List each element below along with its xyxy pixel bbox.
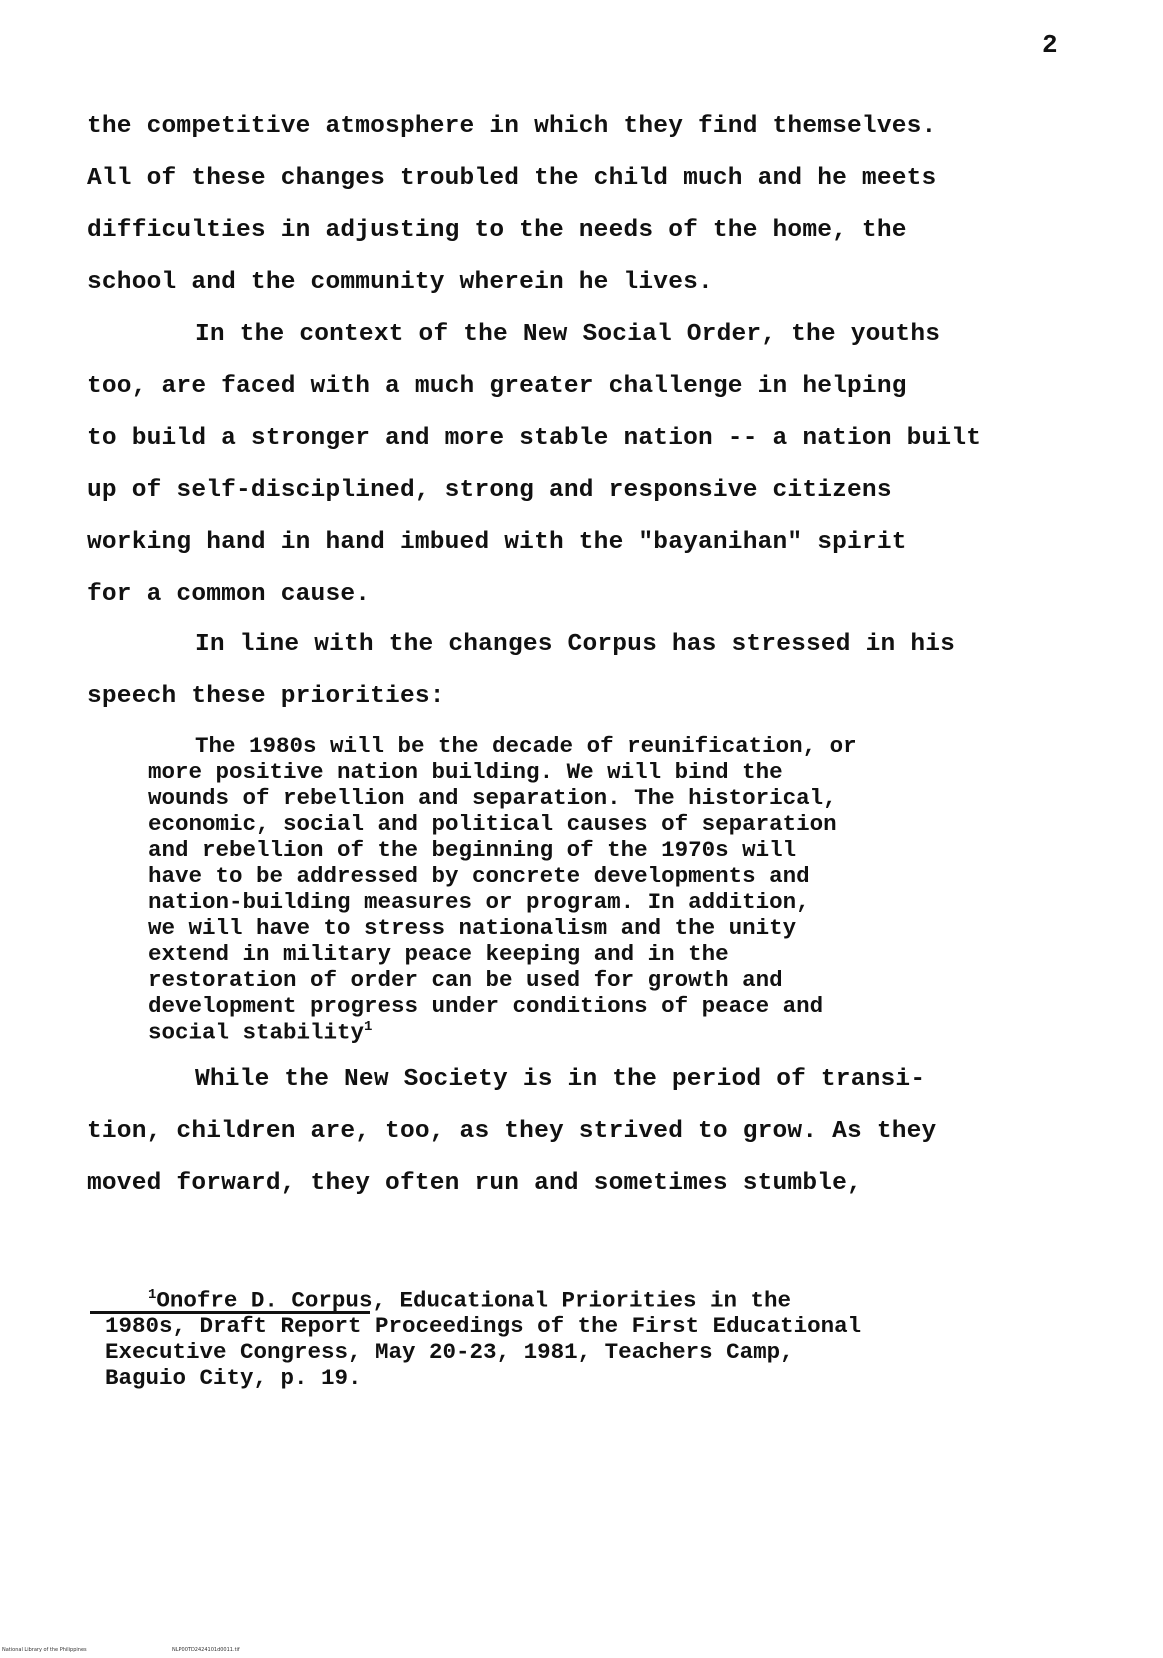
body-line: school and the community wherein he lives. [87,269,713,296]
scan-imprint-right: NLP00TD2424101d0011.tif [172,1647,240,1653]
quote-line: more positive nation building. We will bind the [148,759,783,785]
footnote-line [148,1287,791,1314]
footnote-line: 1980s, Draft Report Proceedings of the First Educational [105,1313,862,1339]
body-line: working hand in hand imbued with the "bayanihan" spirit [87,529,907,556]
quote-line: nation-building measures or program. In addition, [148,889,810,915]
footnote-line: Executive Congress, May 20-23, 1981, Teachers Camp, [105,1339,794,1365]
body-line: In the context of the New Social Order, the youths [195,321,941,348]
body-line: difficulties in adjusting to the needs of the home, the [87,217,907,244]
quote-line: have to be addressed by concrete developments and [148,863,810,889]
body-line: too, are faced with a much greater challenge in helping [87,373,907,400]
body-line: tion, children are, too, as they strived to grow. As they [87,1118,937,1145]
body-line: for a common cause. [87,581,371,608]
quote-line: extend in military peace keeping and in the [148,941,729,967]
quote-line: development progress under conditions of peace and [148,993,824,1019]
body-line: speech these priorities: [87,683,445,710]
body-line: All of these changes troubled the child much and he meets [87,165,937,192]
body-line: to build a stronger and more stable nation -- a nation built [87,425,982,452]
quote-line: restoration of order can be used for growth and [148,967,783,993]
quote-line-text: social stability [148,1019,365,1046]
quote-line [148,1019,372,1046]
quote-line: we will have to stress nationalism and the unity [148,915,797,941]
footnote-line: Baguio City, p. 19. [105,1365,362,1391]
page-number: 2 [1042,30,1058,60]
quote-line: economic, social and political causes of separation [148,811,837,837]
body-line: moved forward, they often run and sometimes stumble, [87,1170,862,1197]
body-line: up of self-disciplined, strong and responsive citizens [87,477,892,504]
footnote-reference: 1 [364,1019,373,1035]
scan-imprint-left: National Library of the Philippines [2,1647,87,1653]
footnote-marker: 1 [148,1287,157,1303]
body-line: the competitive atmosphere in which they find themselves. [87,113,937,140]
body-line: In line with the changes Corpus has stressed in his [195,631,956,658]
body-line: While the New Society is in the period of transi- [195,1066,926,1093]
quote-line: wounds of rebellion and separation. The historical, [148,785,837,811]
footnote-line-text: Onofre D. Corpus, Educational Priorities in the [156,1287,792,1314]
quote-line: The 1980s will be the decade of reunification, or [195,733,857,759]
quote-line: and rebellion of the beginning of the 1970s will [148,837,797,863]
